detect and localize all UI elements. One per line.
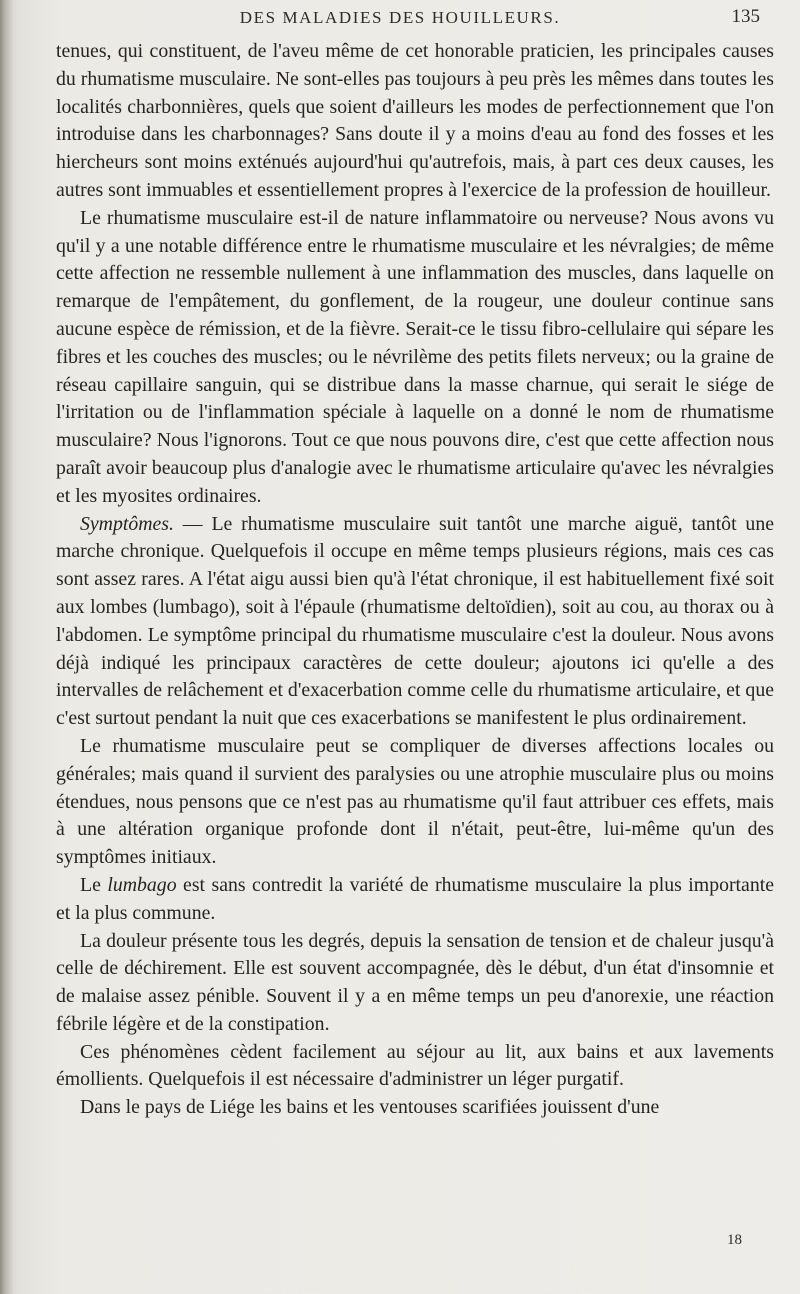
- text-segment: — Le rhumatisme musculaire suit tantôt une marche aiguë, tantôt une marche chronique. Quelquefois il occupe en même temps plusieurs régions, mais ces cas sont assez rares. A l'état aigu aussi bien qu'à l'état chronique, il est habituellement fixé soit aux lombes (lumbago), soit à l'épaule (rhumatisme deltoïdien), soit au cou, au thorax ou à l'abdomen. Le symptôme principal du rhumatisme musculaire c'est la douleur. Nous avons déjà indiqué les principaux caractères de cette douleur; ajoutons ici qu'elle a des intervalles de relâchement et d'exacerbation comme celle du rhumatisme articulaire, et que c'est surtout pendant la nuit que ces exacerbations se manifestent le plus ordinairement.: [56, 512, 774, 730]
- italic-text: Symptômes.: [80, 512, 174, 535]
- paragraph: [56, 1094, 774, 1122]
- text-segment: Le rhumatisme musculaire est-il de nature inflammatoire ou nerveuse? Nous avons vu qu'il y a une notable différence entre le rhumatisme musculaire et les névralgies; de même cette affection ne ressemble nullement à une inflammation des muscles, dans laquelle on remarque de l'empâtement, du gonflement, de la rougeur, une douleur continue sans aucune espèce de rémission, et de la fièvre. Serait-ce le tissu fibro-cellulaire qui sépare les fibres et les couches des muscles; ou le névrilème des petits filets nerveux; ou la graine de réseau capillaire sanguin, qui se distribue dans la masse charnue, qui serait le siége de l'irritation ou de l'inflammation spéciale à laquelle on a donné le nom de rhumatisme musculaire? Nous l'ignorons. Tout ce que nous pouvons dire, c'est que cette affection nous paraît avoir beaucoup plus d'analogie avec le rhumatisme articulaire qu'avec les névralgies et les myosites ordinaires.: [56, 206, 774, 507]
- paragraph: [56, 733, 774, 872]
- paragraph: [56, 205, 774, 511]
- text-segment: Le rhumatisme musculaire peut se compliquer de diverses affections locales ou générales; mais quand il survient des paralysies ou une atrophie musculaire plus ou moins étendues, nous pensons que ce n'est pas au rhumatisme qu'il faut attribuer ces effets, mais à une altération organique profonde dont il n'était, peut-être, lui-même qu'un des symptômes initiaux.: [56, 734, 774, 869]
- text-segment: tenues, qui constituent, de l'aveu même de cet honorable praticien, les principales causes du rhumatisme musculaire. Ne sont-elles pas toujours à peu près les mêmes dans toutes les localités charbonnières, quels que soient d'ailleurs les modes de perfectionnement que l'on introduise dans les charbonnages? Sans doute il y a moins d'eau au fond des fosses et les hiercheurs sont moins exténués aujourd'hui qu'autrefois, mais, à part ces deux causes, les autres sont immuables et essentiellement propres à l'exercice de la profession de houilleur.: [56, 40, 775, 201]
- paragraph: [56, 1039, 774, 1095]
- signature-mark: 18: [727, 1232, 742, 1248]
- paragraph: [56, 511, 774, 733]
- text-segment: La douleur présente tous les degrés, depuis la sensation de tension et de chaleur jusqu'à celle de déchirement. Elle est souvent accompagnée, dès le début, d'un état d'insomnie et de malaise assez pénible. Souvent il y a en même temps un peu d'anorexie, une réaction fébrile légère et de la constipation.: [56, 929, 774, 1035]
- running-head: [0, 4, 800, 34]
- paragraph: [56, 872, 774, 928]
- page-number: 135: [731, 6, 760, 27]
- text-segment: Ces phénomènes cèdent facilement au séjour au lit, aux bains et aux lavements émollients. Quelquefois il est nécessaire d'administrer un léger purgatif.: [56, 1040, 774, 1091]
- italic-text: lumbago: [107, 873, 177, 896]
- text-segment: Le: [80, 873, 108, 896]
- paragraph: [56, 928, 774, 1039]
- paragraph: [56, 38, 774, 205]
- text-segment: est sans contredit la variété de rhumatisme musculaire la plus importante et la plus commune.: [56, 873, 774, 924]
- running-head-title: DES MALADIES DES HOUILLEURS.: [239, 8, 561, 27]
- text-segment: Dans le pays de Liége les bains et les ventouses scarifiées jouissent d'une: [80, 1096, 660, 1119]
- page-binding-shadow: [0, 0, 14, 1294]
- body-text: [56, 38, 774, 1122]
